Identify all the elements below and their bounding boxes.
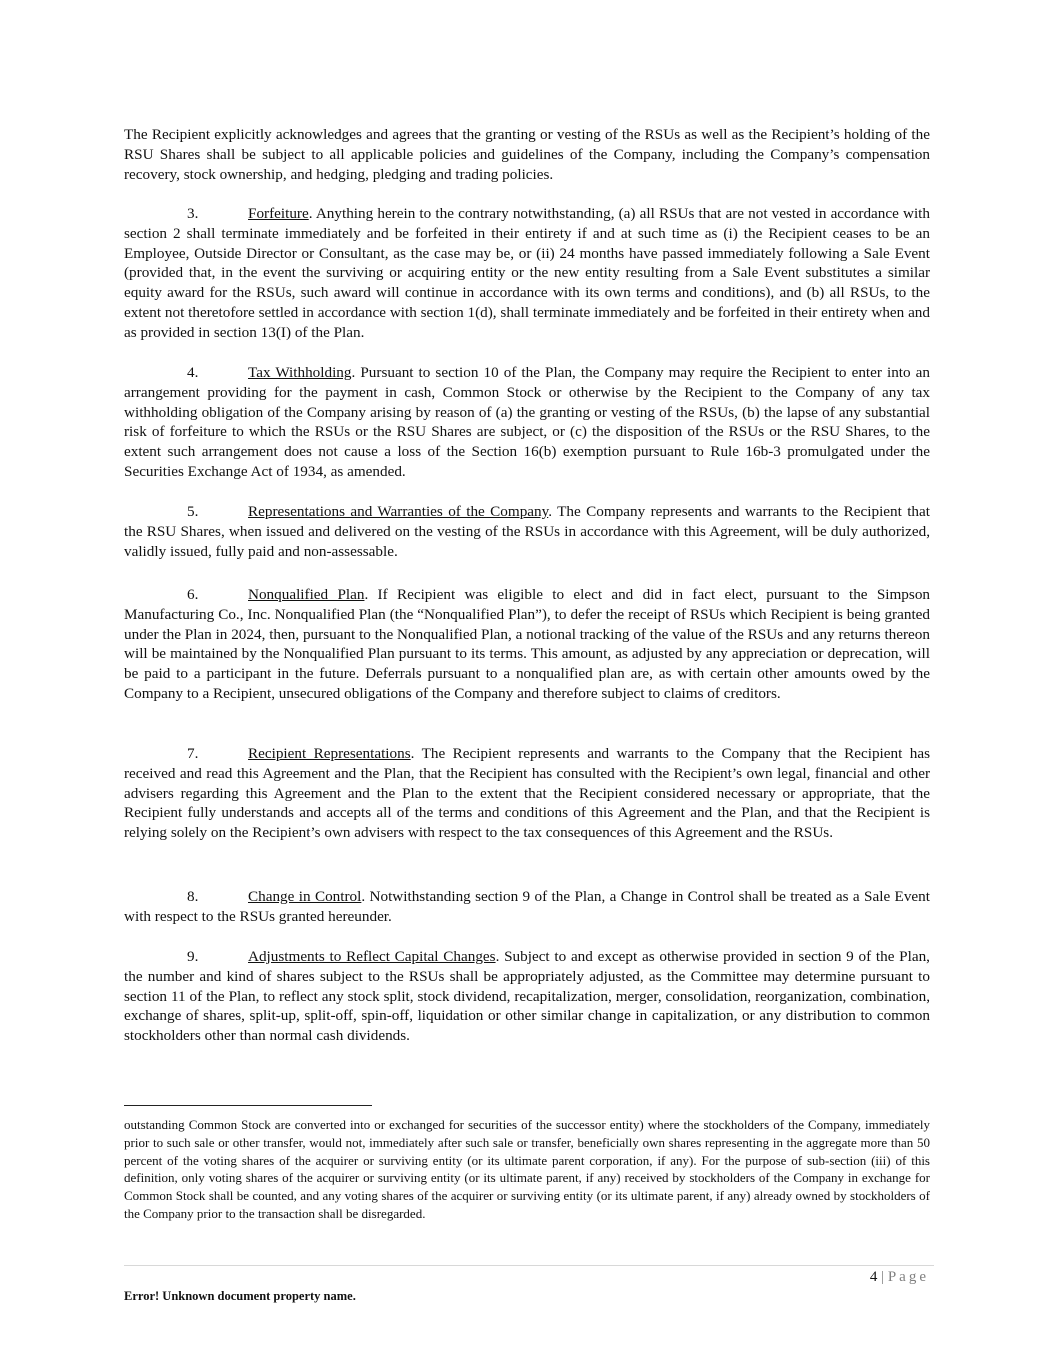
section-heading: Nonqualified Plan <box>248 586 365 603</box>
section-heading: Change in Control <box>248 888 362 905</box>
section-text: . Notwithstanding section 9 of the Plan, a Change in Control shall be treated as a Sale Event with respect to the RSUs granted hereunder. <box>124 888 930 925</box>
page-number <box>870 1269 929 1286</box>
section-text: . Subject to and except as otherwise provided in section 9 of the Plan, the number and kind of shares subject to the RSUs shall be appropriately adjusted, as the Committee may determine pursuant to section 11 of the Plan, to reflect any stock split, stock dividend, recapitalization, merger, consolidation, reorganization, combination, exchange of shares, split-up, split-off, spin-off, liquidation or other similar change in capitalization, or any distribution to common stockholders other than normal cash dividends. <box>124 948 930 1045</box>
section-number: 7. <box>187 745 199 762</box>
section-heading: Tax Withholding <box>248 364 352 381</box>
section-number: 8. <box>187 888 199 905</box>
section-4 <box>124 363 930 482</box>
footnote-separator <box>124 1105 372 1106</box>
footnote-text: outstanding Common Stock are converted into or exchanged for securities of the successor entity) where the stockholders of the Company, immediately prior to such sale or other transfer, would not, immediately after such sale or transfer, beneficially own shares representing in the aggregate more than 50 percent of the voting shares of the acquirer or surviving entity (or its ultimate parent corporation, if any). For the purpose of sub-section (iii) of this definition, only voting shares of the acquirer or surviving entity (or its ultimate parent, if any) received by stockholders of the Company in exchange for Common Stock shall be counted, and any voting shares of the acquirer or surviving entity (or its ultimate parent, if any) already owned by stockholders of the Company prior to the transaction shall be disregarded. <box>124 1117 930 1221</box>
section-text: . Pursuant to section 10 of the Plan, the Company may require the Recipient to enter into an arrangement providing for the payment in cash, Common Stock or otherwise by the Recipient to the Company of any tax withholding obligation of the Company arising by reason of (a) the granting or vesting of the RSUs, (b) the lapse of any substantial risk of forfeiture to which the RSUs or the RSU Shares are subject, or (c) the disposition of the RSUs or the RSU Shares, to the extent such arrangement does not cause a loss of the Section 16(b) exemption pursuant to Rule 16b-3 promulgated under the Securities Exchange Act of 1934, as amended. <box>124 364 930 480</box>
section-text: . Anything herein to the contrary notwithstanding, (a) all RSUs that are not vested in accordance with section 2 shall terminate immediately and be forfeited in their entirety if and at such time as (i) the Recipient ceases to be an Employee, Outside Director or Consultant, as the case may be, or (ii) 24 months have passed immediately following a Sale Event (provided that, in the event the surviving or acquiring entity or the new entity resulting from a Sale Event substitutes a similar equity award for the RSUs, such award will continue in accordance with its own terms and conditions), and (b) all RSUs, to the extent not theretofore settled in accordance with section 1(d), shall terminate immediately and be forfeited in their entirety when and as provided in section 13(I) of the Plan. <box>124 205 930 341</box>
section-heading: Adjustments to Reflect Capital Changes <box>248 948 496 965</box>
section-text: . If Recipient was eligible to elect and did in fact elect, pursuant to the Simpson Manufacturing Co., Inc. Nonqualified Plan (the “Nonqualified Plan”), to defer the receipt of RSUs which Recipient is being granted under the Plan in 2024, then, pursuant to the Nonqualified Plan, a notional tracking of the value of the RSUs and any returns thereon will be maintained by the Nonqualified Plan pursuant to its terms. This amount, as adjusted by any appreciation or deprecation, will be paid to a participant in the future. Deferrals pursuant to a nonqualified plan are, as with certain other amounts owed by the Company to a Recipient, unsecured obligations of the Company and therefore subject to claims of creditors. <box>124 586 930 702</box>
section-text: . The Recipient represents and warrants to the Company that the Recipient has received and read this Agreement and the Plan, that the Recipient has consulted with the Recipient’s own legal, financial and other advisers regarding this Agreement and the Plan to the extent that the Recipient considered necessary or appropriate, that the Recipient fully understands and accepts all of the terms and conditions of this Agreement and the Plan, and that the Recipient is relying solely on the Recipient’s own advisers with respect to the tax consequences of this Agreement and the RSUs. <box>124 745 930 842</box>
section-text: . The Company represents and warrants to the Recipient that the RSU Shares, when issued and delivered on the vesting of the RSUs in accordance with this Agreement, will be duly authorized, validly issued, fully paid and non-assessable. <box>124 503 930 560</box>
footer-divider <box>124 1265 934 1266</box>
section-number: 3. <box>187 205 199 222</box>
section-heading: Recipient Representations <box>248 745 411 762</box>
section-heading: Forfeiture <box>248 205 309 222</box>
section-3 <box>124 204 930 343</box>
section-number: 4. <box>187 364 199 381</box>
footer-property-error: Error! Unknown document property name. <box>124 1289 356 1303</box>
section-number: 5. <box>187 503 199 520</box>
section-5 <box>124 502 930 561</box>
section-number: 9. <box>187 948 199 965</box>
body-text <box>124 125 930 184</box>
page-number-value: 4 <box>869 1269 878 1285</box>
section-8 <box>124 887 930 927</box>
section-6 <box>124 585 930 704</box>
section-9 <box>124 947 930 1046</box>
section-heading: Representations and Warranties of the Company <box>248 503 549 520</box>
section-7 <box>124 744 930 843</box>
page-number-separator: | <box>881 1269 885 1285</box>
intro-paragraph: The Recipient explicitly acknowledges and agrees that the granting or vesting of the RSUs as well as the Recipient’s holding of the RSU Shares shall be subject to all applicable policies and guidelines of the Company, including the Company’s compensation recovery, stock ownership, and hedging, pledging and trading policies. <box>124 126 930 183</box>
section-number: 6. <box>187 586 199 603</box>
page-label: Page <box>887 1269 929 1285</box>
